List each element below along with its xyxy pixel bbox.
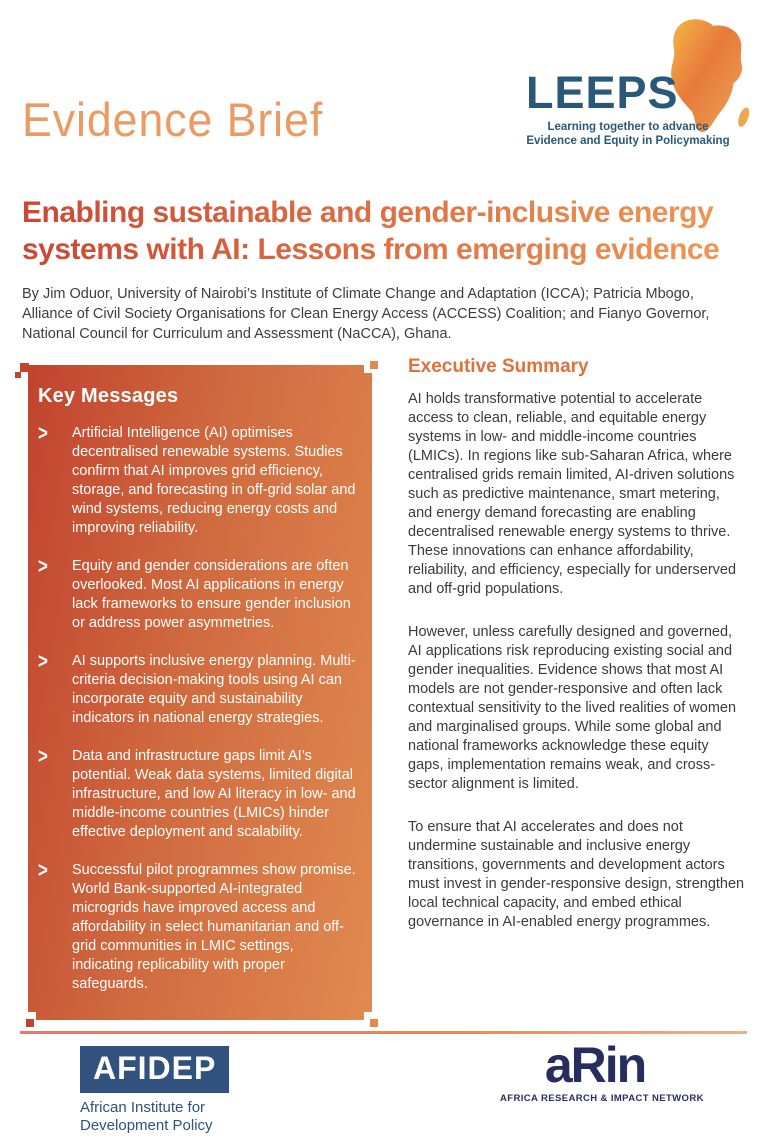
summary-paragraph: AI holds transformative potential to accelerate access to clean, reliable, and equitable energy systems in low- and middle-income countries (LMICs). In regions like sub-Saharan Africa, where centralised grids remain limited, AI-driven solutions such as predictive maintenance, smart metering, and energy demand forecasting are enabling decentralised renewable energy systems to thrive. These innovations can enhance affordability, reliability, and efficiency, especially for underserved and off-grid populations. [408, 391, 737, 597]
key-message-item [38, 861, 358, 994]
key-message-item [38, 652, 358, 728]
afidep-wordmark: AFIDEP [80, 1046, 229, 1093]
chevron-bullet-icon: > [38, 422, 48, 445]
arin-wordmark: aRin [544, 1037, 646, 1093]
afidep-name [80, 1099, 229, 1136]
leeps-tagline-line1: Learning together to advance [547, 121, 709, 133]
divider-rule [20, 1031, 747, 1034]
leeps-wordmark: LEEPS [526, 67, 679, 118]
key-message-text: Artificial Intelligence (AI) optimises decentralised renewable systems. Studies confirm that AI improves grid efficiency, storage, and forecasting in off-grid solar and wind systems, reducing energy costs and improving reliability. [72, 425, 356, 536]
summary-paragraph: However, unless carefully designed and governed, AI applications risk reproducing existing social and gender inequalities. Evidence shows that most AI models are not gender-responsive and often lack contextual sensitivity to the lived realities of women and marginalised groups. While some global and national frameworks acknowledge these equity gaps, implementation remains weak, and cross-sector alignment is limited. [408, 624, 737, 792]
arin-tagline: AFRICA RESEARCH & IMPACT NETWORK [500, 1093, 704, 1104]
page-title-line1: Enabling sustainable and gender-inclusive energy [22, 194, 752, 231]
pixel-corner-decoration [26, 1019, 34, 1027]
pixel-corner-decoration [20, 363, 29, 372]
summary-paragraph: To ensure that AI accelerates and does not undermine sustainable and inclusive energy transitions, governments and development actors must invest in gender-responsive design, strengthen local technical capacity, and embed ethical governance in AI-enabled energy programmes. [408, 819, 745, 930]
leeps-tagline-line2: Evidence and Equity in Policymaking [526, 135, 730, 148]
key-message-text: Data and infrastructure gaps limit AI’s potential. Weak data systems, limited digital infrastructure, and low AI literacy in low- and middle-income countries (LMICs) hinder effective deployment and scalability. [72, 748, 356, 840]
key-message-text: AI supports inclusive energy planning. Multi-criteria decision-making tools using AI can incorporate equity and sustainability indicators in national energy strategies. [72, 653, 356, 726]
chevron-bullet-icon: > [38, 745, 48, 768]
afidep-name-line2: Development Policy [80, 1117, 213, 1135]
key-message-item [38, 557, 358, 633]
chevron-bullet-icon: > [38, 650, 48, 673]
key-message-item [38, 424, 358, 538]
key-messages-heading: Key Messages [38, 385, 179, 407]
leeps-tagline [518, 120, 738, 149]
afidep-logo [80, 1046, 229, 1136]
key-messages-panel [28, 365, 372, 1020]
chevron-bullet-icon: > [38, 555, 48, 578]
pixel-corner-decoration [15, 372, 21, 378]
leeps-logo [518, 18, 754, 148]
chevron-bullet-icon: > [38, 859, 48, 882]
byline: By Jim Oduor, University of Nairobi’s Institute of Climate Change and Adaptation (ICCA); Patricia Mbogo, Alliance of Civil Society Organisations for Clean Energy Access (ACCESS) Coalition; and Fianyo Governor, National Council for Curriculum and Assessment (NaCCA), Ghana. [22, 286, 710, 342]
page-title [22, 194, 752, 268]
doc-type-label: Evidence Brief [22, 93, 324, 146]
executive-summary-section [408, 356, 748, 956]
afidep-name-line1: African Institute for [80, 1099, 206, 1116]
key-message-item [38, 747, 358, 842]
page-title-line2: systems with AI: Lessons from emerging evidence [22, 231, 752, 268]
key-messages-list [38, 424, 358, 994]
pixel-corner-decoration [370, 361, 378, 369]
key-message-text: Equity and gender considerations are often overlooked. Most AI applications in energy lack frameworks to ensure gender inclusion or address power asymmetries. [72, 558, 351, 631]
arin-logo [500, 1037, 704, 1104]
key-message-text: Successful pilot programmes show promise. World Bank-supported AI-integrated microgrids have improved access and affordability in select humanitarian and off-grid communities in LMIC settings, indicating replicability with proper safeguards. [72, 862, 356, 992]
executive-summary-heading: Executive Summary [408, 356, 589, 377]
pixel-corner-decoration [370, 1019, 378, 1027]
